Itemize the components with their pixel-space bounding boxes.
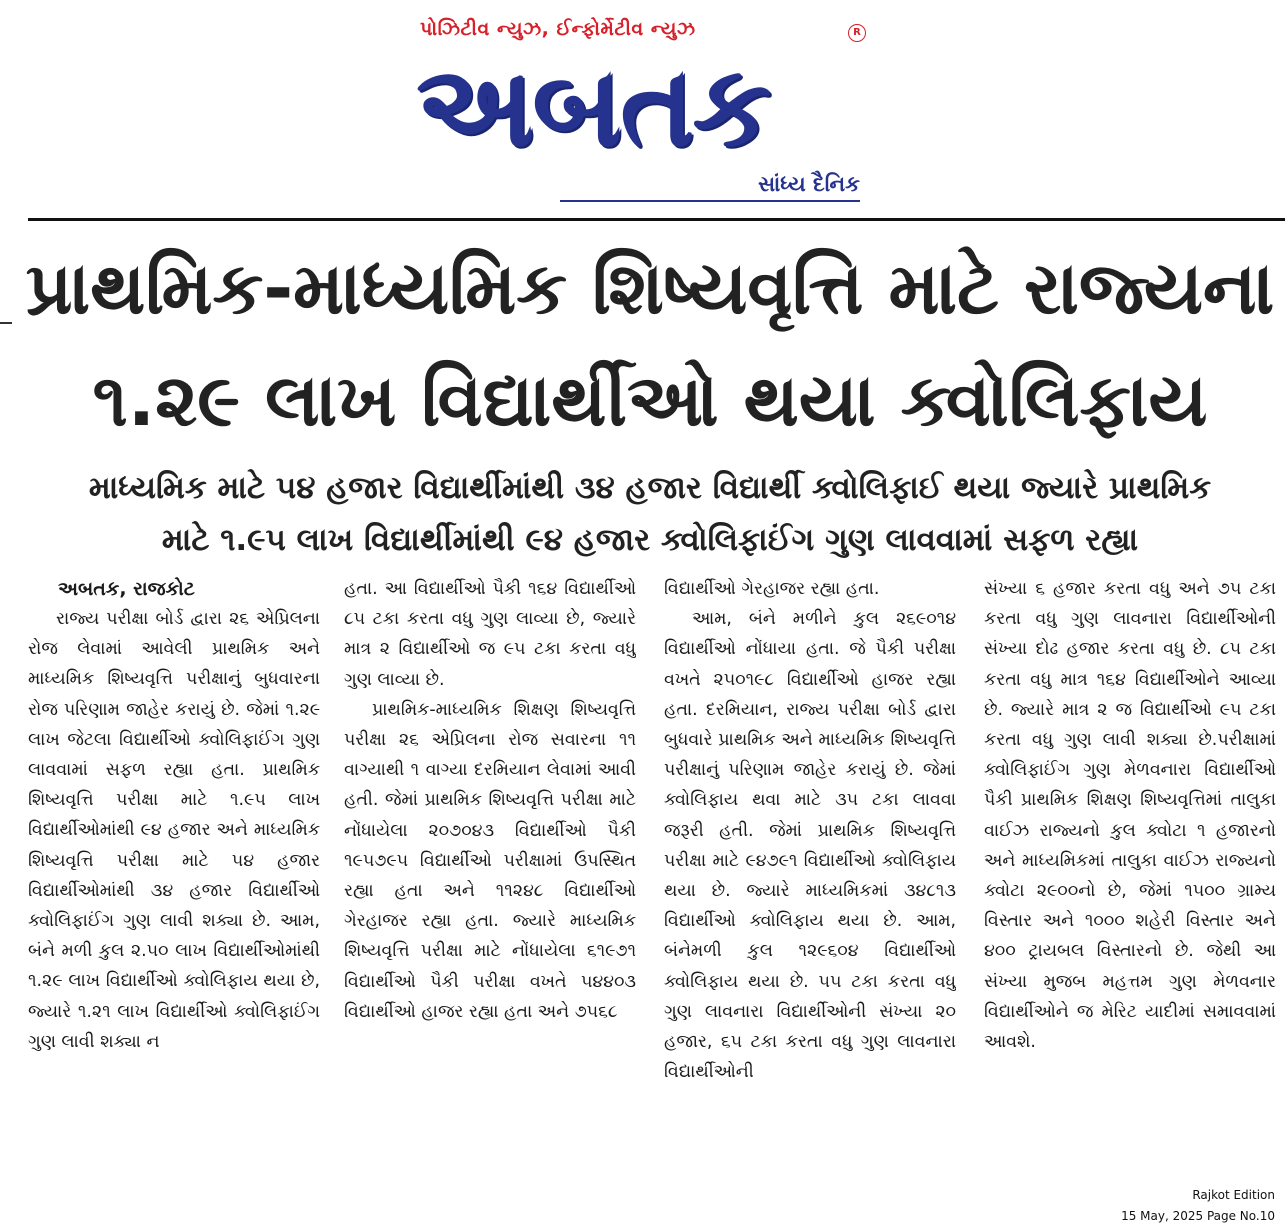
edition-label: Rajkot Edition	[1192, 1188, 1275, 1202]
subhead-line-1: માધ્યમિક માટે ૫૪ હજાર વિદ્યાર્થીમાંથી ૩૪ હજાર વિદ્યાર્થી ક્વોલિફાઈ થયા જ્યારે પ્રાથમિક	[88, 470, 1212, 506]
column-4-text: સંખ્યા ૬ હજાર કરતા વધુ અને ૭૫ ટકા કરતા વધુ ગુણ લાવનારા વિદ્યાર્થીઓની સંખ્યા દોઢ હજાર કરતા વધુ છે. ૮૫ ટકા કરતા વધુ માત્ર ૧૬૪ વિદ્યાર્થીઓને આવ્યા છે. જ્યારે માત્ર ૨ જ વિદ્યાર્થીઓ ૯૫ ટકા કરતા વધુ ગુણ લાવી શક્યા છે.પરીક્ષામાં ક્વોલિફાઈંગ ગુણ મેળવનારા વિદ્યાર્થીઓ પૈકી પ્રાથમિક શિક્ષણ શિષ્યવૃત્તિમાં તાલુકા વાઈઝ રાજ્યનો કુલ ક્વોટા ૧ હજારનો અને માધ્યમિકમાં તાલુકા વાઈઝ રાજ્યનો ક્વોટા ૨૯૦૦નો છે, જેમાં ૧૫૦૦ ગ્રામ્ય વિસ્તાર અને ૧૦૦૦ શહેરી વિસ્તાર અને ૪૦૦ ટ્રાયબલ વિસ્તારનો છે. જેથી આ સંખ્યા મુજબ મહત્તમ ગુણ મેળવનાર વિદ્યાર્થીઓને જ મેરિટ યાદીમાં સમાવવામાં આવશે.	[984, 579, 1276, 1053]
header-divider	[28, 218, 1285, 221]
column-2-paragraph-2: પ્રાથમિક-માધ્યમિક શિક્ષણ શિષ્યવૃત્તિ પરીક્ષા ૨૬ એપ્રિલના રોજ સવારના ૧૧ વાગ્યાથી ૧ વાગ્યા દરમિયાન લેવામાં આવી હતી. જેમાં પ્રાથમિક શિષ્યવૃત્તિ પરીક્ષા માટે નોંધાયેલા ૨૦૭૦૪૩ વિદ્યાર્થીઓ પૈકી ૧૯૫૭૯૫ વિદ્યાર્થીઓ પરીક્ષામાં ઉપસ્થિત રહ્યા હતા અને ૧૧૨૪૮ વિદ્યાર્થીઓ ગેરહાજર રહ્યા હતા. જ્યારે માધ્યમિક શિષ્યવૃત્તિ પરીક્ષા માટે નોંધાયેલા ૬૧૯૭૧ વિદ્યાર્થીઓ પૈકી પરીક્ષા વખતે ૫૪૪૦૩ વિદ્યાર્થીઓ હાજર રહ્યા હતા અને ૭૫૬૮	[344, 699, 636, 1022]
article-column-4	[984, 574, 1276, 1182]
registered-mark-icon: R	[848, 24, 866, 42]
headline-line-1: પ્રાથમિક-માધ્યમિક શિષ્યવૃત્તિ માટે રાજ્યના	[25, 246, 1275, 330]
column-3-paragraph-2: આમ, બંને મળીને કુલ ૨૬૯૦૧૪ વિદ્યાર્થીઓ નોંધાયા હતા. જે પૈકી પરીક્ષા વખતે ૨૫૦૧૯૮ વિદ્યાર્થીઓ હાજર રહ્યા હતા. દરમિયાન, રાજ્ય પરીક્ષા બોર્ડ દ્વારા બુધવારે પ્રાથમિક અને માધ્યમિક શિષ્યવૃત્તિ પરીક્ષાનું પરિણામ જાહેર કરાયું છે. જેમાં ક્વોલિફાય થવા માટે ૩૫ ટકા લાવવા જરૂરી હતી. જેમાં પ્રાથમિક શિષ્યવૃત્તિ પરીક્ષા માટે ૯૪૭૯૧ વિદ્યાર્થીઓ ક્વોલિફાય થયા છે. જ્યારે માધ્યમિકમાં ૩૪૮૧૩ વિદ્યાર્થીઓ ક્વોલિફાય થયા છે. આમ, બંનેમળી કુલ ૧૨૯૬૦૪ વિદ્યાર્થીઓ ક્વોલિફાય થયા છે. ૫૫ ટકા કરતા વધુ ગુણ લાવનારા વિદ્યાર્થીઓની સંખ્યા ૨૦ હજાર, ૬૫ ટકા કરતા વધુ ગુણ લાવનારા વિદ્યાર્થીઓની	[664, 609, 956, 1083]
article-column-2	[344, 574, 636, 1182]
subtitle-underline	[560, 200, 860, 202]
column-1-text: રાજ્ય પરીક્ષા બોર્ડ દ્વારા ૨૬ એપ્રિલના રોજ લેવામાં આવેલી પ્રાથમિક અને માધ્યમિક શિષ્યવૃત્તિ પરીક્ષાનું બુધવારના રોજ પરિણામ જાહેર કરાયું છે. જેમાં ૧.૨૯ લાખ જેટલા વિદ્યાર્થીઓ ક્વોલિફાઈંગ ગુણ લાવવામાં સફળ રહ્યા હતા. પ્રાથમિક શિષ્યવૃત્તિ પરીક્ષા માટે ૧.૯૫ લાખ વિદ્યાર્થીઓમાંથી ૯૪ હજાર અને માધ્યમિક શિષ્યવૃત્તિ પરીક્ષા માટે ૫૪ હજાર વિદ્યાર્થીઓમાંથી ૩૪ હજાર વિદ્યાર્થીઓ ક્વોલિફાઈંગ ગુણ લાવી શક્યા છે. આમ, બંને મળી કુલ ૨.૫૦ લાખ વિદ્યાર્થીઓમાંથી ૧.૨૯ લાખ વિદ્યાર્થીઓ ક્વોલિફાય થયા છે, જ્યારે ૧.૨૧ લાખ વિદ્યાર્થીઓ ક્વોલિફાઈંગ ગુણ લાવી શક્યા ન	[28, 609, 320, 1052]
column-2-paragraph-1: હતા. આ વિદ્યાર્થીઓ પૈકી ૧૬૪ વિદ્યાર્થીઓ ૮૫ ટકા કરતા વધુ ગુણ લાવ્યા છે, જ્યારે માત્ર ૨ વિદ્યાર્થીઓ જ ૯૫ ટકા કરતા વધુ ગુણ લાવ્યા છે.	[344, 579, 636, 690]
article-subheadline	[20, 462, 1280, 566]
masthead	[0, 0, 1285, 215]
date-page-label: 15 May, 2025 Page No.10	[1121, 1209, 1275, 1223]
article-column-1	[28, 574, 320, 1182]
article-headline	[20, 232, 1280, 456]
newspaper-logo: અબતક	[416, 42, 770, 172]
masthead-subtitle: સાંધ્ય દૈનિક	[758, 172, 860, 196]
article-body	[28, 574, 1278, 1182]
byline: અબતક, રાજકોટ	[58, 578, 195, 600]
column-3-paragraph-1: વિદ્યાર્થીઓ ગેરહાજર રહ્યા હતા.	[664, 579, 880, 599]
article-column-3	[664, 574, 956, 1182]
masthead-tagline: પોઝિટીવ ન્યુઝ, ઈન્ફોર્મેટીવ ન્યુઝ	[420, 18, 696, 40]
headline-line-2: ૧.૨૯ લાખ વિદ્યાર્થીઓ થયા ક્વોલિફાય	[92, 358, 1208, 442]
page-edge-mark	[0, 322, 12, 324]
subhead-line-2: માટે ૧.૯૫ લાખ વિદ્યાર્થીમાંથી ૯૪ હજાર ક્વોલિફાઈંગ ગુણ લાવવામાં સફળ રહ્યા	[161, 522, 1139, 558]
